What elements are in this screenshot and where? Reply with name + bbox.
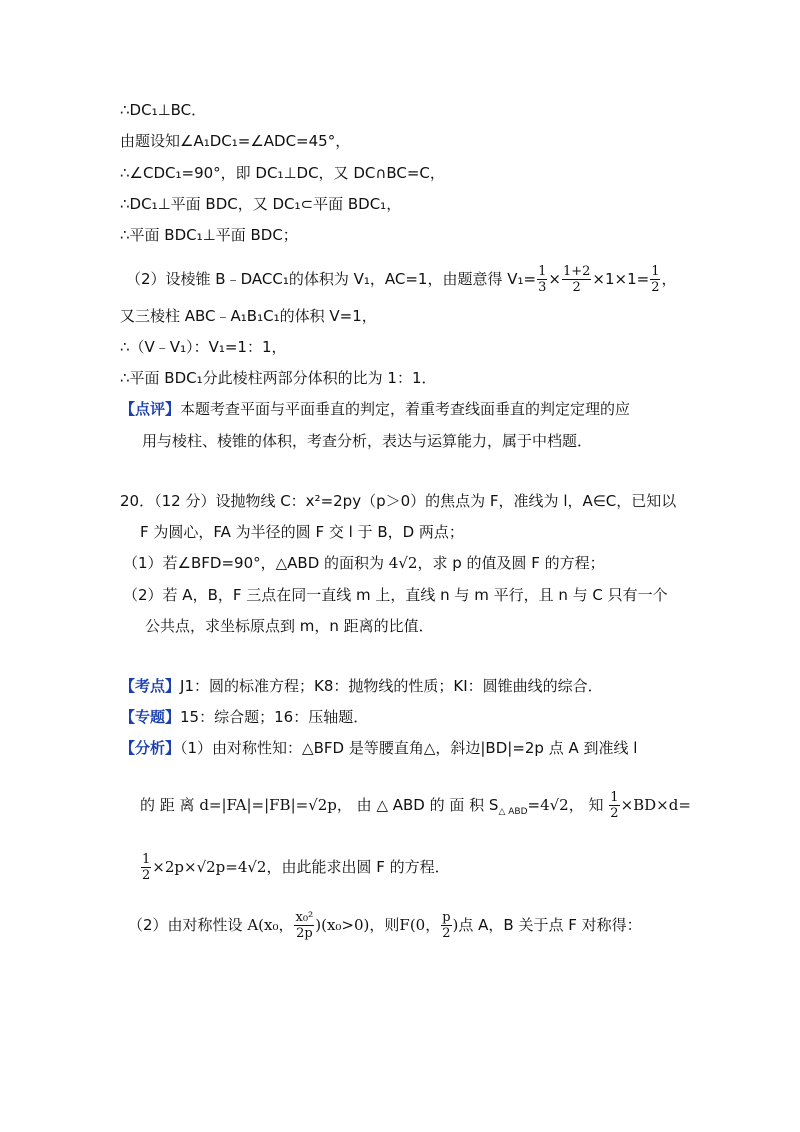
text: 的 距 离 <box>140 796 200 814</box>
denominator: 2 <box>442 926 451 941</box>
numerator: 1 <box>651 264 660 279</box>
text: ，由此能求出圆 F 的方程． <box>266 858 450 876</box>
fenxi-line <box>140 852 450 883</box>
text-line-with-formula <box>126 264 676 295</box>
numerator: 1 <box>538 264 547 279</box>
question-line: 20．（12 分）设抛物线 C：x²=2py（p＞0）的焦点为 F，准线为 l，A∈C，已知以 <box>120 492 677 510</box>
operator: × <box>548 270 561 288</box>
text: = <box>527 796 541 814</box>
zhuanti-tag: 【专题】 <box>120 708 181 726</box>
math-expression: ×BD×d= <box>620 796 691 814</box>
comment-line: 用与棱柱、棱锥的体积，考查分析，表达与运算能力，属于中档题． <box>142 432 593 450</box>
numerator: 1 <box>610 790 619 805</box>
text: （1）若∠BFD=90°，△ABD 的面积为 <box>123 554 389 572</box>
numerator: 1+2 <box>562 264 591 279</box>
text-line: ∴DC₁⊥平面 BDC，又 DC₁⊂平面 BDC₁， <box>120 195 402 213</box>
math-expression: F(0， <box>399 916 441 934</box>
fenxi-line <box>128 910 642 941</box>
numerator: 1 <box>142 852 151 867</box>
math-expression: 4√2 <box>388 554 418 572</box>
question-line <box>123 553 605 573</box>
text-line: 由题设知∠A₁DC₁=∠ADC=45°， <box>120 132 351 150</box>
denominator: 2 <box>651 280 660 295</box>
text: （2）设棱锥 B﹣DACC₁的体积为 V₁，AC=1，由题意得 V₁= <box>126 270 537 288</box>
fraction <box>650 264 660 295</box>
question-line: 公共点，求坐标原点到 m，n 距离的比值． <box>145 617 434 635</box>
fraction <box>537 264 547 295</box>
math-expression: A(x₀， <box>247 916 294 934</box>
text: （2）由对称性设 <box>128 916 248 934</box>
text: ，求 p 的值及圆 F 的方程； <box>417 554 605 572</box>
fenxi-line <box>120 738 637 758</box>
fenxi-tag: 【分析】 <box>120 739 181 757</box>
text: 15：综合题；16：压轴题． <box>180 708 369 726</box>
comment-line <box>120 399 630 419</box>
text-line: 又三棱柱 ABC﹣A₁B₁C₁的体积 V=1， <box>120 307 377 325</box>
text: 点 A，B 关于点 F 对称得： <box>458 916 642 934</box>
fenxi-line <box>140 790 691 822</box>
fraction <box>562 264 591 295</box>
text: J1：圆的标准方程；K8：抛物线的性质；KI：圆锥曲线的综合． <box>180 677 603 695</box>
math-expression: ) <box>452 916 459 934</box>
fraction <box>294 910 314 941</box>
fraction <box>141 852 151 883</box>
text: ， 由 △ ABD 的 面 积 S <box>336 796 499 814</box>
denominator: 2 <box>572 280 581 295</box>
text-line: ∴∠CDC₁=90°，即 DC₁⊥DC，又 DC∩BC=C， <box>120 164 445 182</box>
math-expression: d=|FA|=|FB|=√2p <box>199 796 337 814</box>
fraction <box>441 910 451 941</box>
text: （1）由对称性知：△BFD 是等腰直角△，斜边|BD|=2p 点 A 到准线 l <box>180 739 638 757</box>
denominator: 3 <box>538 280 547 295</box>
text-line: ∴（V﹣V₁）：V₁=1：1， <box>120 338 287 356</box>
denominator: 2 <box>610 806 619 821</box>
comment-text: 本题考查平面与平面垂直的判定，着重考查线面垂直的判定定理的应 <box>180 400 631 418</box>
text: ， <box>661 270 677 288</box>
math-expression: 4√2 <box>540 796 569 814</box>
numerator: p <box>442 910 451 925</box>
math-expression: )(x₀>0) <box>315 916 370 934</box>
text-line: ∴平面 BDC₁分此棱柱两部分体积的比为 1：1． <box>120 369 437 387</box>
text: ×1×1= <box>592 270 650 288</box>
subscript: △ ABD <box>498 807 528 817</box>
text-line: ∴DC₁⊥BC． <box>120 101 207 119</box>
text-line: ∴平面 BDC₁⊥平面 BDC； <box>120 226 298 244</box>
text: ， 知 <box>568 796 609 814</box>
fraction <box>609 790 619 821</box>
numerator: x₀² <box>295 910 314 925</box>
zhuanti-line <box>120 707 368 727</box>
question-line: F 为圆心，FA 为半径的圆 F 交 l 于 B，D 两点； <box>140 523 464 541</box>
text: ，则 <box>369 916 400 934</box>
kaodian-line <box>120 676 603 696</box>
denominator: 2 <box>142 868 151 883</box>
kaodian-tag: 【考点】 <box>120 677 181 695</box>
question-line: （2）若 A，B，F 三点在同一直线 m 上，直线 n 与 m 平行，且 n 与 C 只有一个 <box>123 586 668 604</box>
denominator: 2p <box>296 926 313 941</box>
math-expression: ×2p×√2p=4√2 <box>152 858 267 876</box>
comment-tag: 【点评】 <box>120 400 181 418</box>
